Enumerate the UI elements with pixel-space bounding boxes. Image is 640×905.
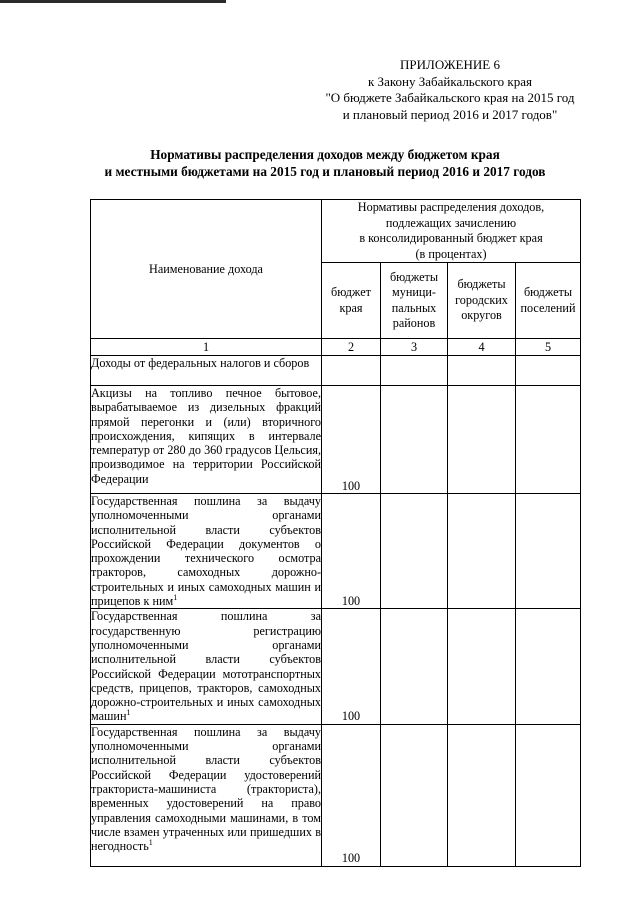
column-number: 3 [381, 339, 448, 356]
income-name-cell [91, 494, 322, 609]
empty-cell [448, 356, 516, 386]
table-row [91, 724, 581, 866]
empty-cell [448, 724, 516, 866]
header-row [91, 200, 581, 263]
header-city-districts [448, 263, 516, 339]
subheader-line: бюджет [331, 285, 371, 299]
header-settlements [516, 263, 581, 339]
subheader-line: районов [392, 316, 436, 330]
empty-cell [448, 386, 516, 494]
subheader-line: края [339, 300, 363, 315]
table-row [91, 386, 581, 494]
appendix-law-title-1: "О бюджете Забайкальского края на 2015 год [325, 90, 575, 105]
norms-table [90, 199, 581, 867]
header-income-name: Наименование дохода [91, 200, 322, 339]
header-group-line-4: (в процентах) [415, 246, 487, 261]
empty-cell [381, 609, 448, 724]
budget-region-value: 100 [322, 724, 381, 866]
income-name: Акцизы на топливо печное бытовое, вырабатываемое из дизельных фракций прямой перегонки и (или) вторичного происхождения, кипящих в интервале температур от 280 до 360 градусов Цельсия, производимое на территории Российской Федерации [91, 386, 321, 486]
empty-cell [381, 494, 448, 609]
header-group-line-1: Нормативы распределения доходов, [357, 200, 545, 214]
subheader-line: пальных [391, 300, 437, 315]
title-line-2: и местными бюджетами на 2015 год и плановый период 2016 и 2017 годов [104, 164, 546, 179]
footnote-mark: 1 [148, 838, 153, 848]
empty-cell [381, 356, 448, 386]
column-number: 4 [448, 339, 516, 356]
income-name: Государственная пошлина за выдачу уполномоченными органами исполнительной власти субъектов Российской Федерации документов о прохождении технического осмотра тракторов, самоходных дорожно-строительных и иных самоходных машин и прицепов к ним [91, 494, 321, 609]
section-row [91, 356, 581, 386]
income-name-cell [91, 609, 322, 724]
empty-cell [516, 494, 581, 609]
empty-cell [381, 724, 448, 866]
column-number: 5 [516, 339, 581, 356]
header-group-line-2: подлежащих зачислению [385, 215, 517, 230]
subheader-line: округов [461, 308, 502, 323]
subheader-line: бюджеты [389, 269, 439, 284]
header-group-line-3: в консолидированный бюджет края [359, 231, 543, 245]
subheader-line: бюджеты [457, 277, 506, 292]
empty-cell [516, 356, 581, 386]
budget-region-value: 100 [322, 609, 381, 724]
empty-cell [448, 609, 516, 724]
appendix-law-ref: к Закону Забайкальского края [367, 73, 532, 89]
column-number: 1 [91, 339, 322, 356]
footnote-mark: 1 [173, 593, 178, 603]
header-municipal-districts [381, 263, 448, 339]
table-row [91, 609, 581, 724]
header-norms-group [322, 200, 581, 263]
empty-cell [322, 356, 381, 386]
appendix-law-title-2: и плановый период 2016 и 2017 годов" [342, 106, 558, 122]
footnote-mark: 1 [126, 708, 131, 718]
subheader-line: поселений [520, 300, 576, 315]
column-numbers-row [91, 339, 581, 356]
appendix-number: ПРИЛОЖЕНИЕ 6 [400, 57, 500, 72]
income-name: Государственная пошлина за государственную регистрацию уполномоченными органами исполнительной власти субъектов Российской Федерации мототранспортных средств, прицепов, тракторов, самоходных дорожно-строительных и иных самоходных машин [91, 609, 321, 724]
income-name-cell [91, 724, 322, 866]
column-number: 2 [322, 339, 381, 356]
empty-cell [516, 724, 581, 866]
empty-cell [516, 386, 581, 494]
empty-cell [448, 494, 516, 609]
subheader-line: бюджеты [523, 285, 573, 299]
title-line-1: Нормативы распределения доходов между бюджетом края [150, 147, 500, 162]
budget-region-value: 100 [322, 494, 381, 609]
table-row [91, 494, 581, 609]
income-name-cell [91, 386, 322, 494]
scan-edge-line [0, 0, 226, 3]
header-budget-region [322, 263, 381, 339]
empty-cell [516, 609, 581, 724]
subheader-line: городских [455, 292, 508, 307]
empty-cell [381, 386, 448, 494]
subheader-line: муници- [392, 285, 436, 299]
appendix-block [300, 57, 600, 123]
section-title: Доходы от федеральных налогов и сборов [91, 356, 322, 386]
income-name: Государственная пошлина за выдачу уполномоченными органами исполнительной власти субъектов Российской Федерации удостоверений тракториста-машиниста (тракториста), временных удостоверений на право управления самоходными машинами, в том числе взамен утраченных или пришедших в негодность [91, 724, 321, 854]
document-title [90, 146, 560, 180]
budget-region-value: 100 [322, 386, 381, 494]
